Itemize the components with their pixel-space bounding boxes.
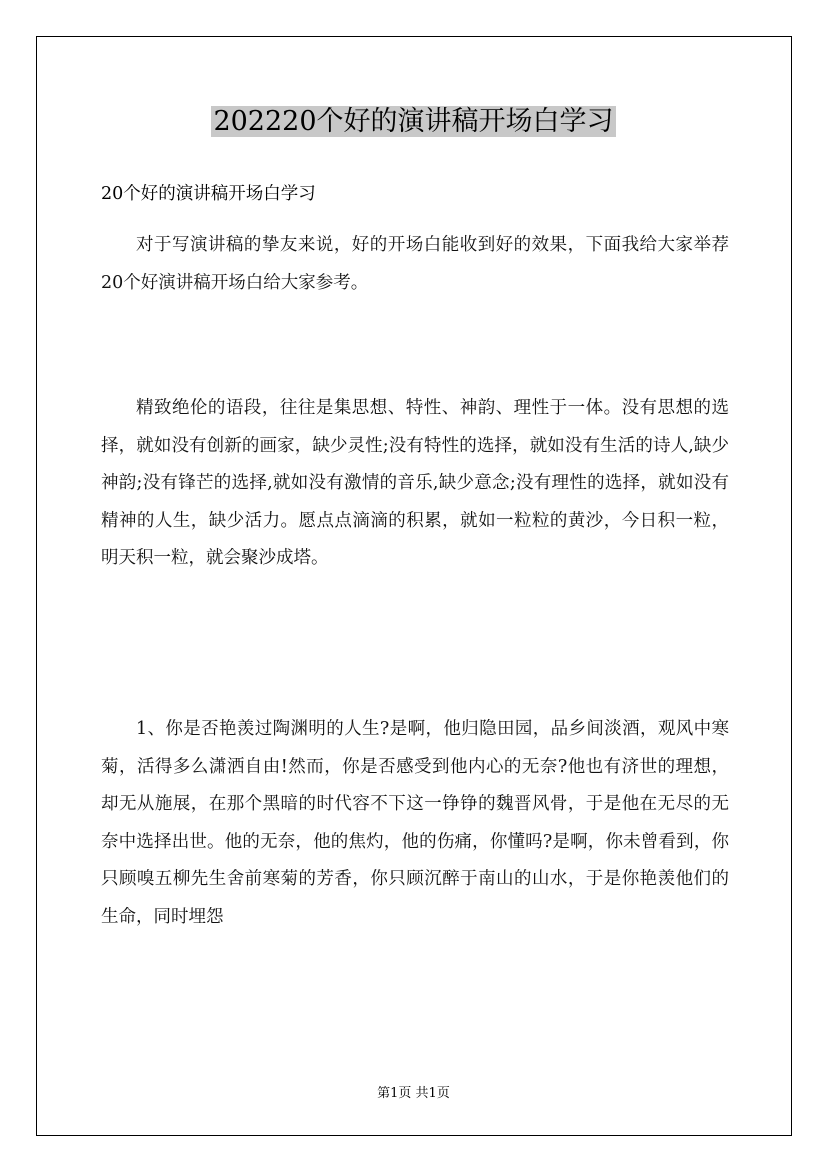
paragraph-3: 1、你是否艳羡过陶渊明的人生?是啊，他归隐田园，品乡间淡酒，观风中寒菊，活得多么潇洒自由!然而，你是否感受到他内心的无奈?他也有济世的理想，却无从施展，在那个黑暗的时代容不下这一铮铮的魏晋风骨，于是他在无尽的无奈中选择出世。他的无奈，他的焦灼，他的伤痛，你懂吗?是啊，你未曾看到，你只顾嗅五柳先生舍前寒菊的芳香，你只顾沉醉于南山的山水，于是你艳羡他们的生命，同时埋怨	[101, 719, 729, 927]
page-footer: 第1页 共1页	[377, 1086, 450, 1101]
document-subtitle: 20个好的演讲稿开场白学习	[101, 184, 316, 204]
title-text: 202220个好的演讲稿开场白学习	[213, 106, 614, 137]
document-title	[0, 102, 827, 142]
paragraph-intro: 对于写演讲稿的挚友来说，好的开场白能收到好的效果，下面我给大家举荐20个好演讲稿开场白给大家参考。	[101, 235, 729, 293]
paragraph-2: 精致绝伦的语段，往往是集思想、特性、神韵、理性于一体。没有思想的选择，就如没有创新的画家，缺少灵性;没有特性的选择，就如没有生活的诗人,缺少神韵;没有锋芒的选择,就如没有激情的音乐,缺少意念;没有理性的选择，就如没有精神的人生，缺少活力。愿点点滴滴的积累，就如一粒粒的黄沙，今日积一粒，明天积一粒，就会聚沙成塔。	[101, 398, 729, 568]
